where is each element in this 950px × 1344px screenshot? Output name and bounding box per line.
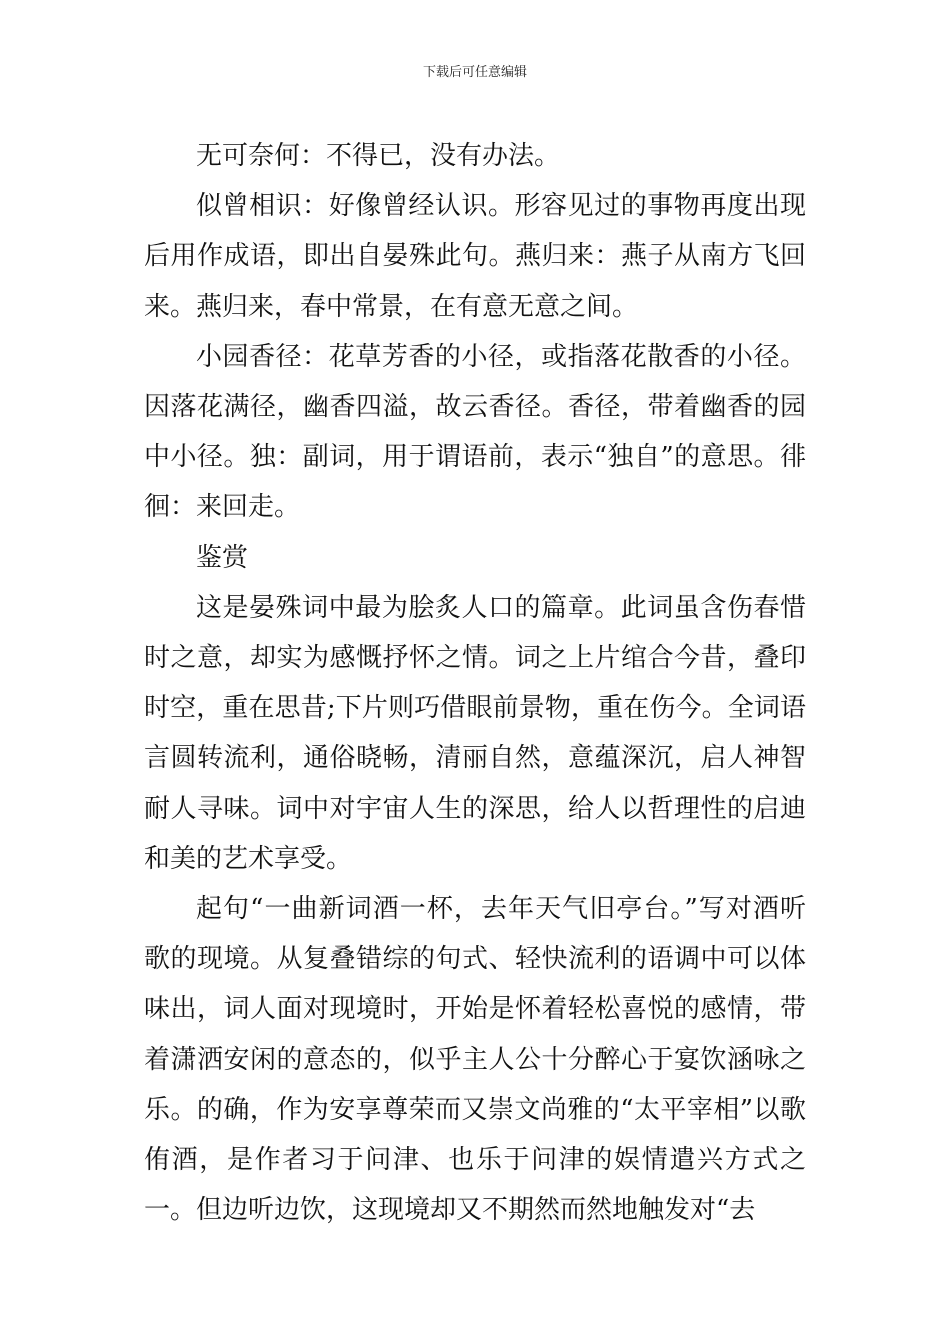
paragraph-appreciation-intro: 这是晏殊词中最为脍炙人口的篇章。此词虽含伤春惜时之意，却实为感慨抒怀之情。词之上片绾合今昔，叠印时空，重在思昔;下片则巧借眼前景物，重在伤今。全词语言圆转流利，通俗晓畅，清丽自然，意蕴深沉，启人神智耐人寻味。词中对宇宙人生的深思，给人以哲理性的启迪和美的艺术享受。: [144, 592, 806, 874]
paragraph-definition-sicengxiangshi: 似曾相识：好像曾经认识。形容见过的事物再度出现后用作成语，即出自晏殊此句。燕归来：燕子从南方飞回来。燕归来，春中常景，在有意无意之间。: [144, 191, 806, 322]
paragraph-appreciation-first-line: 起句“一曲新词酒一杯，去年天气旧亭台。”写对酒听歌的现境。从复叠错综的句式、轻快流利的语调中可以体味出，词人面对现境时，开始是怀着轻松喜悦的感情，带着潇洒安闲的意态的，似乎主人公十分醉心于宴饮涵咏之乐。的确，作为安享尊荣而又崇文尚雅的“太平宰相”以歌侑酒，是作者习于问津、也乐于问津的娱情遣兴方式之一。但边听边饮，这现境却又不期然而然地触发对“去: [144, 894, 806, 1226]
document-body: [144, 131, 806, 1235]
page-header: 下载后可任意编辑: [422, 65, 527, 80]
paragraph-definition-wukenaihe: 无可奈何：不得已，没有办法。: [196, 141, 561, 171]
paragraph-definition-xiaoyuanxiangjing: 小园香径：花草芳香的小径，或指落花散香的小径。因落花满径，幽香四溢，故云香径。香径，带着幽香的园中小径。独：副词，用于谓语前，表示“独自”的意思。徘徊：来回走。: [144, 341, 806, 523]
section-heading-jianshang: 鉴赏: [196, 542, 249, 573]
